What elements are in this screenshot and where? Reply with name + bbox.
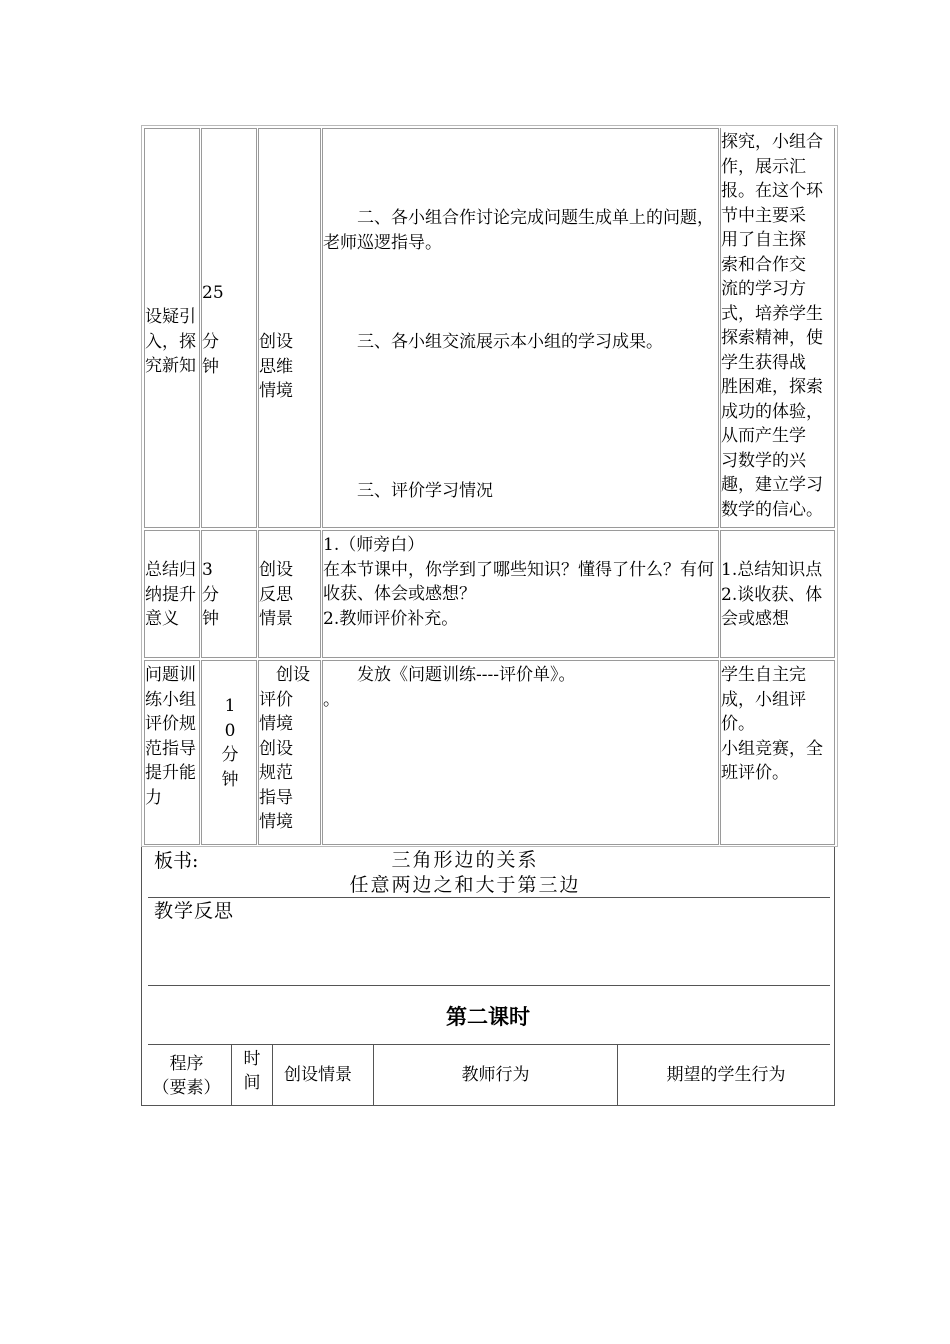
lower-right-border	[834, 847, 835, 1106]
header-student: 期望的学生行为	[666, 1065, 786, 1085]
row3-student-cell	[720, 660, 835, 845]
row2-program-cell	[144, 530, 200, 658]
row2-scenario: 创设反思情景	[259, 560, 293, 629]
row1-scenario: 创设思维情境	[259, 332, 293, 401]
row3-teacher-cell	[322, 660, 719, 845]
lesson-title: 第二课时	[446, 1005, 530, 1029]
row2-student-cell	[720, 530, 835, 658]
board-label: 板书:	[154, 850, 199, 872]
row2-program: 总结归纳提升意义	[145, 560, 196, 629]
row2-time-cell	[201, 530, 257, 658]
row1-time-unit: 分钟	[202, 332, 219, 377]
reflection-divider	[148, 985, 830, 986]
row3-time-cell	[201, 660, 257, 845]
board-line2: 任意两边之和大于第三边	[349, 874, 581, 896]
row1-time-cell	[201, 128, 257, 528]
row2-teacher: 1.（师旁白） 在本节课中，你学到了哪些知识？懂得了什么？有何收获、体会或感想？ 2.教师评价补充。	[323, 535, 714, 629]
row1-scenario-cell	[258, 128, 321, 528]
row1-student: 探究，小组合 作，展示汇 报。在这个环 节中主要采 用了自主探 索和合作交 流的学习方 式，培养学生 探索精神，使 学生获得战 胜困难，探索 成功的体验， 从而产生学 习数学的兴 趣，建立学习 数学的信心。	[721, 132, 823, 520]
header-bottom-border	[141, 1105, 835, 1106]
row2-scenario-cell	[258, 530, 321, 658]
row1-teacher-step4: 三、评价学习情况	[357, 481, 493, 501]
header-program-sub: （要素）	[152, 1078, 221, 1098]
row3-scenario-cell	[258, 660, 321, 845]
row3-program: 问题训练小组评价规范指导提升能力	[145, 665, 196, 808]
board-line1: 三角形边的关系	[391, 849, 539, 871]
row1-teacher-step2: 二、各小组合作讨论完成问题生成单上的问题，老师巡逻指导。	[323, 208, 714, 253]
row3-student: 学生自主完成，小组评价。 小组竞赛，全班评价。	[721, 665, 823, 783]
row2-time: 3分钟	[202, 560, 219, 629]
header-time-b: 间	[243, 1073, 261, 1093]
row1-student-cell	[720, 128, 835, 528]
row1-program-cell	[144, 128, 200, 528]
row2-student: 1.总结知识点 2.谈收获、体会或感想	[721, 560, 823, 629]
row3-teacher: 发放《问题训练----评价单》。 。	[323, 665, 576, 710]
header-time-a: 时	[243, 1049, 261, 1069]
row3-program-cell	[144, 660, 200, 845]
row1-teacher-step3: 三、各小组交流展示本小组的学习成果。	[357, 332, 663, 352]
row3-scenario: 创设 评价 情境 创设 规范 指导 情境	[259, 665, 310, 832]
header-scenario: 创设情景	[284, 1065, 352, 1085]
row1-time-num: 25	[202, 283, 224, 303]
header-program: 程序	[169, 1054, 204, 1074]
header-top-border	[148, 1044, 830, 1045]
header-teacher: 教师行为	[461, 1065, 530, 1085]
row1-teacher-cell	[322, 128, 719, 528]
reflection-label: 教学反思	[154, 900, 235, 922]
board-divider	[148, 897, 830, 898]
row1-program: 设疑引入，探究新知	[145, 307, 196, 376]
row2-teacher-cell	[322, 530, 719, 658]
row3-time: 10分钟	[221, 696, 239, 790]
